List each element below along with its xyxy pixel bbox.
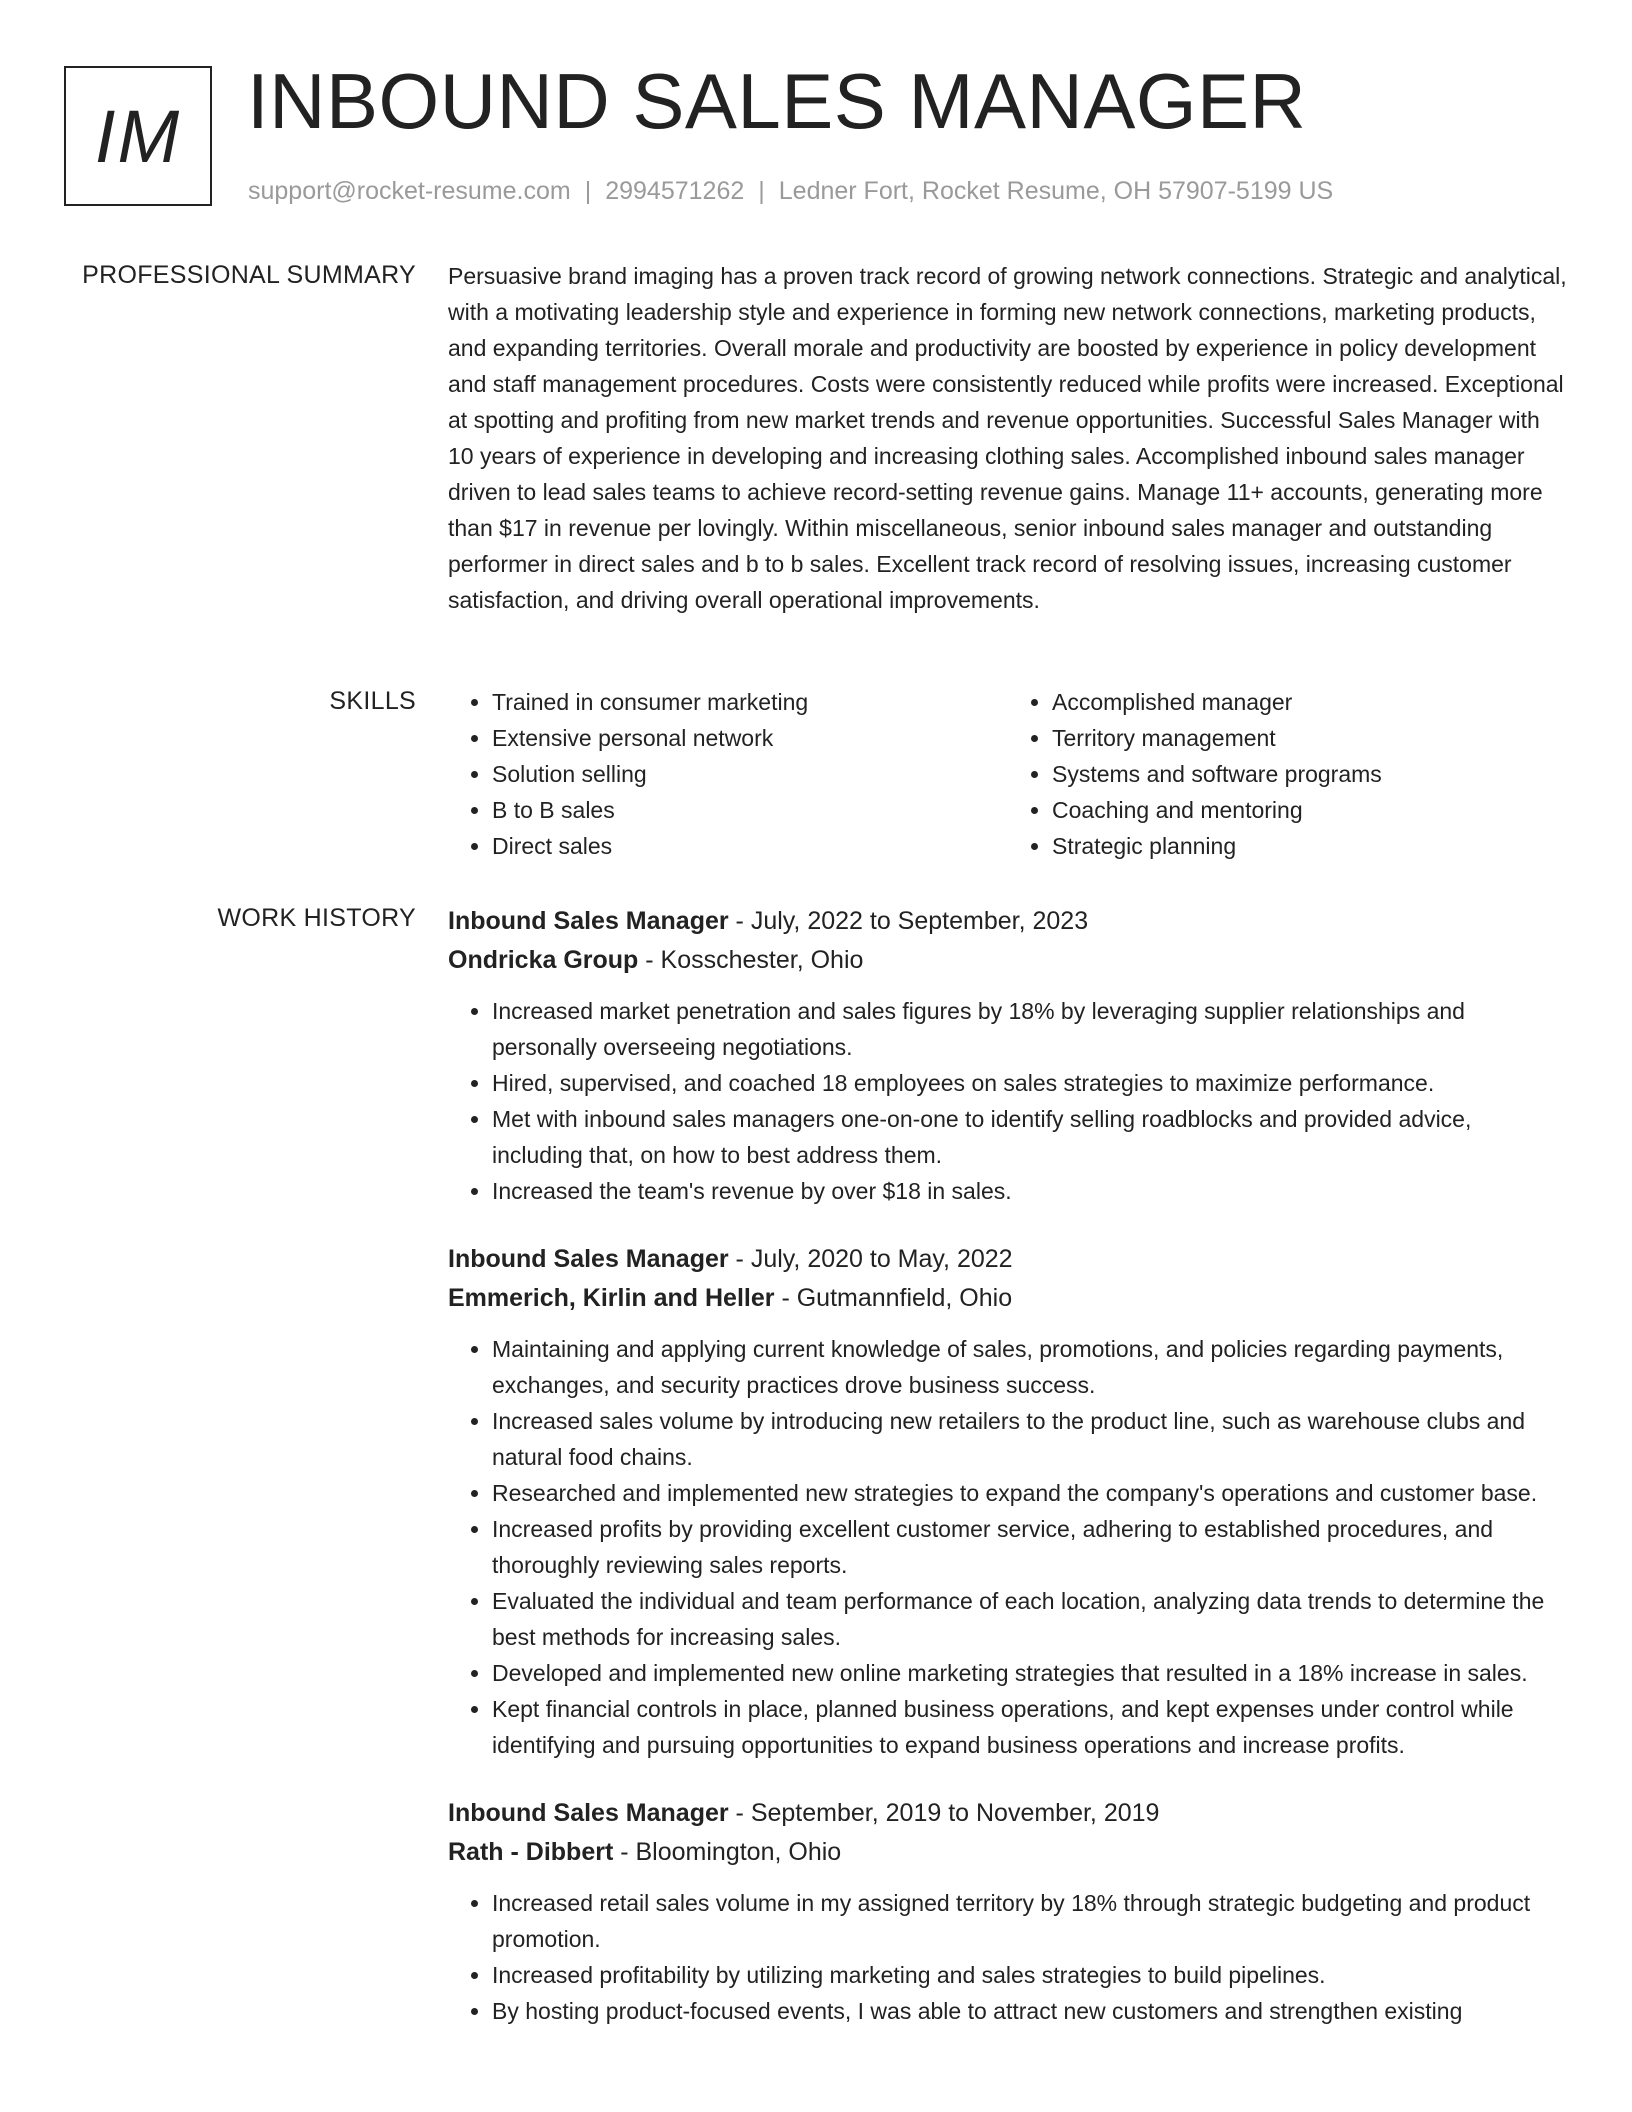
contact-address: Ledner Fort, Rocket Resume, OH 57907-5199 US (778, 177, 1334, 205)
job-company: Emmerich, Kirlin and Heller (448, 1284, 775, 1312)
job-bullets (448, 1331, 1568, 1763)
job-bullet: • Evaluated the individual and team performance of each location, analyzing data trends to determine the best methods for increasing sales. (492, 1583, 1568, 1655)
job-entry (448, 901, 1568, 1209)
section-label-summary: PROFESSIONAL SUMMARY (82, 261, 416, 289)
job-bullet: • Increased profitability by utilizing marketing and sales strategies to build pipelines. (492, 1957, 1568, 1993)
job-bullet: • Increased the team's revenue by over $18 in sales. (492, 1173, 1568, 1209)
job-bullet: • Maintaining and applying current knowledge of sales, promotions, and policies regarding payments, exchanges, and security practices drove business success. (492, 1331, 1568, 1403)
job-company: Rath - Dibbert (448, 1838, 614, 1866)
section-label-work-history: WORK HISTORY (217, 904, 416, 932)
summary-text: Persuasive brand imaging has a proven track record of growing network connections. Strategic and analytical, with a motivating leadership style and experience in forming new network connections, marketing products, and expanding territories. Overall morale and productivity are boosted by experience in policy development and staff management procedures. Costs were consistently reduced while profits were increased. Exceptional at spotting and profiting from new market trends and revenue opportunities. Successful Sales Manager with 10 years of experience in developing and increasing clothing sales. Accomplished inbound sales manager driven to lead sales teams to achieve record-setting revenue gains. Manage 11+ accounts, generating more than $17 in revenue per lovingly. Within miscellaneous, senior inbound sales manager and outstanding performer in direct sales and b to b sales. Excellent track record of resolving issues, increasing customer satisfaction, and driving overall operational improvements. (448, 263, 1567, 613)
skills-list-right (1008, 684, 1568, 864)
job-title-line (448, 901, 1568, 941)
job-bullet: • Increased profits by providing excellent customer service, adhering to established procedures, and thoroughly reviewing sales reports. (492, 1511, 1568, 1583)
job-location: Gutmannfield, Ohio (796, 1284, 1013, 1312)
job-title: Inbound Sales Manager (448, 1799, 729, 1827)
job-company: Ondricka Group (448, 946, 639, 974)
job-bullets (448, 1885, 1568, 2029)
job-bullet: • Developed and implemented new online marketing strategies that resulted in a 18% increase in sales. (492, 1655, 1568, 1691)
skill-item: • Strategic planning (1052, 828, 1568, 864)
dash: - (638, 946, 661, 974)
contact-separator: | (584, 177, 592, 205)
monogram-box (64, 66, 212, 206)
job-bullet: • Hired, supervised, and coached 18 employees on sales strategies to maximize performance. (492, 1065, 1568, 1101)
work-history-body (448, 901, 1568, 2059)
job-title: Inbound Sales Manager (448, 907, 729, 935)
job-company-line (448, 941, 1568, 979)
dash: - (613, 1838, 636, 1866)
skill-item: • Territory management (1052, 720, 1568, 756)
job-bullet: • Increased retail sales volume in my assigned territory by 18% through strategic budgeting and product promotion. (492, 1885, 1568, 1957)
job-bullet: • Researched and implemented new strategies to expand the company's operations and customer base. (492, 1475, 1568, 1511)
job-company-line (448, 1833, 1568, 1871)
job-entry (448, 1239, 1568, 1763)
skill-item: • Trained in consumer marketing (492, 684, 1008, 720)
job-title: Inbound Sales Manager (448, 1245, 729, 1273)
skill-item: • Extensive personal network (492, 720, 1008, 756)
dash: - (728, 1799, 751, 1827)
job-bullets (448, 993, 1568, 1209)
contact-line (248, 175, 1333, 207)
job-location: Bloomington, Ohio (635, 1838, 842, 1866)
summary-body (448, 258, 1568, 618)
contact-email: support@rocket-resume.com (248, 177, 571, 205)
job-entry (448, 1793, 1568, 2029)
job-dates: September, 2019 to November, 2019 (750, 1799, 1160, 1827)
skill-item: • Systems and software programs (1052, 756, 1568, 792)
dash: - (774, 1284, 797, 1312)
skill-item: • B to B sales (492, 792, 1008, 828)
contact-separator: | (758, 177, 765, 205)
section-label-skills: SKILLS (329, 687, 416, 715)
skills-list-left (448, 684, 1008, 864)
job-company-line (448, 1279, 1568, 1317)
job-dates: July, 2022 to September, 2023 (750, 907, 1089, 935)
resume-title: INBOUND SALES MANAGER (247, 57, 1307, 145)
skill-item: • Accomplished manager (1052, 684, 1568, 720)
skill-item: • Coaching and mentoring (1052, 792, 1568, 828)
monogram-initials: IM (94, 94, 182, 178)
dash: - (728, 1245, 751, 1273)
job-bullet: • Kept financial controls in place, planned business operations, and kept expenses under control while identifying and pursuing opportunities to expand business operations and increase profits. (492, 1691, 1568, 1763)
contact-phone: 2994571262 (605, 177, 745, 205)
skill-item: • Direct sales (492, 828, 1008, 864)
skill-item: • Solution selling (492, 756, 1008, 792)
job-title-line (448, 1239, 1568, 1279)
job-bullet: • By hosting product-focused events, I was able to attract new customers and strengthen existing (492, 1993, 1568, 2029)
job-dates: July, 2020 to May, 2022 (750, 1245, 1013, 1273)
job-location: Kosschester, Ohio (660, 946, 864, 974)
job-bullet: • Increased market penetration and sales figures by 18% by leveraging supplier relationships and personally overseeing negotiations. (492, 993, 1568, 1065)
skills-body (448, 684, 1568, 864)
job-title-line (448, 1793, 1568, 1833)
dash: - (728, 907, 751, 935)
job-bullet: • Met with inbound sales managers one-on-one to identify selling roadblocks and provided advice, including that, on how to best address them. (492, 1101, 1568, 1173)
job-bullet: • Increased sales volume by introducing new retailers to the product line, such as warehouse clubs and natural food chains. (492, 1403, 1568, 1475)
